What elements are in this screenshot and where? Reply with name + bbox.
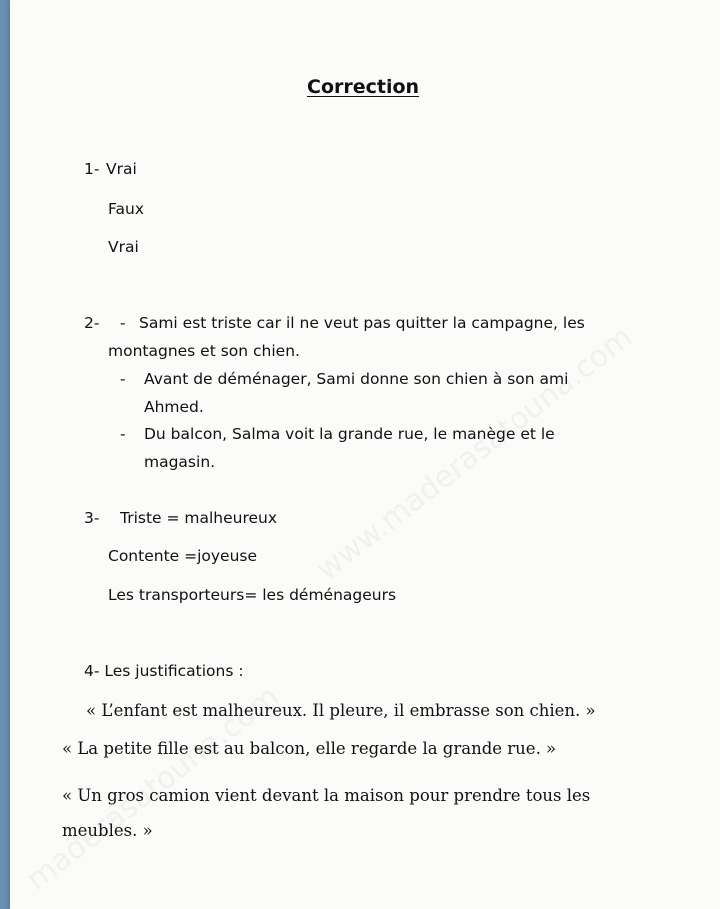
q4-heading: 4- Les justifications : <box>84 662 244 680</box>
q1-answer: Vrai <box>106 160 137 178</box>
document-page <box>10 0 720 909</box>
page-title: Correction <box>307 76 420 98</box>
q2-item-text: Sami est triste car il ne veut pas quitter la campagne, les <box>139 314 585 332</box>
q2-item-text: Du balcon, Salma voit la grande rue, le manège et le <box>144 425 555 443</box>
q4-quote: meubles. » <box>62 821 153 840</box>
q3-line: Les transporteurs= les déménageurs <box>108 586 397 604</box>
q3-line: Contente =joyeuse <box>108 547 258 565</box>
q2-bullet-dash: - <box>120 425 126 443</box>
q1-number: 1- <box>84 160 100 178</box>
q2-number: 2- <box>84 314 100 332</box>
watermark <box>310 320 639 588</box>
q2-item-text: Ahmed. <box>144 398 204 416</box>
q4-quote: « Un gros camion vient devant la maison pour prendre tous les <box>62 786 591 805</box>
q2-bullet-dash: - <box>120 314 126 332</box>
q2-item-text: montagnes et son chien. <box>108 342 300 360</box>
q2-item-text: magasin. <box>144 453 216 471</box>
q1-answer: Vrai <box>108 238 139 256</box>
q4-quote: « L’enfant est malheureux. Il pleure, il embrasse son chien. » <box>86 701 596 720</box>
q3-line: Triste = malheureux <box>120 509 278 527</box>
q2-bullet-dash: - <box>120 370 126 388</box>
q4-quote: « La petite fille est au balcon, elle regarde la grande rue. » <box>62 739 557 758</box>
q2-item-text: Avant de déménager, Sami donne son chien à son ami <box>144 370 569 388</box>
q1-answer: Faux <box>108 200 144 218</box>
q3-number: 3- <box>84 509 100 527</box>
